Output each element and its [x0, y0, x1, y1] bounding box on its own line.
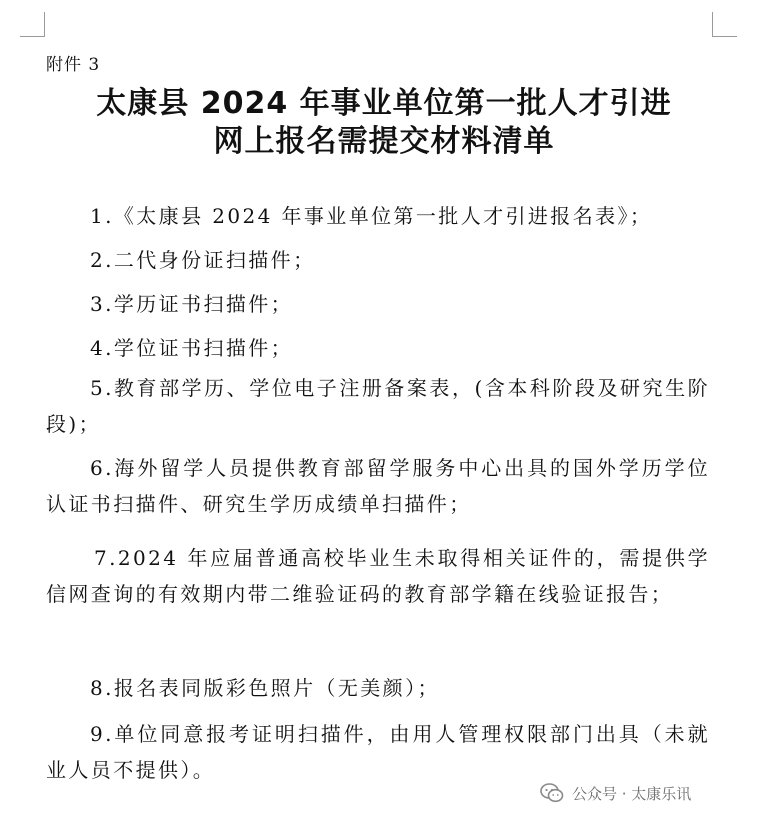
list-item-9: 9.单位同意报考证明扫描件，由用人管理权限部门出具（未就业人员不提供）。	[46, 722, 710, 782]
wechat-official-account-icon	[540, 782, 564, 804]
list-item-6: 6.海外留学人员提供教育部留学服务中心出具的国外学历学位认证书扫描件、研究生学历成绩单扫描件；	[46, 456, 710, 516]
list-item-1: 1.《太康县 2024 年事业单位第一批人才引进报名表》；	[90, 204, 653, 228]
list-item-3: 3.学历证书扫描件；	[90, 292, 294, 316]
list-item-2: 2.二代身份证扫描件；	[90, 248, 316, 272]
document-title-line-1: 太康县 2024 年事业单位第一批人才引进	[96, 86, 672, 121]
list-item-8: 8.报名表同版彩色照片（无美颜）；	[90, 676, 440, 700]
page-corner-mark-right	[712, 12, 737, 37]
watermark-text: 公众号 · 太康乐讯	[572, 784, 692, 803]
attachment-label: 附件 3	[46, 55, 101, 75]
watermark	[540, 780, 754, 806]
list-item-5: 5.教育部学历、学位电子注册备案表，(含本科阶段及研究生阶段)；	[46, 376, 710, 436]
document-title-line-2: 网上报名需提交材料清单	[213, 124, 555, 159]
list-item-7: 7.2024 年应届普通高校毕业生未取得相关证件的，需提供学信网查询的有效期内带二维验证码的教育部学籍在线验证报告；	[46, 546, 710, 606]
page-corner-mark-left	[20, 12, 45, 37]
list-item-4: 4.学位证书扫描件；	[90, 336, 294, 360]
